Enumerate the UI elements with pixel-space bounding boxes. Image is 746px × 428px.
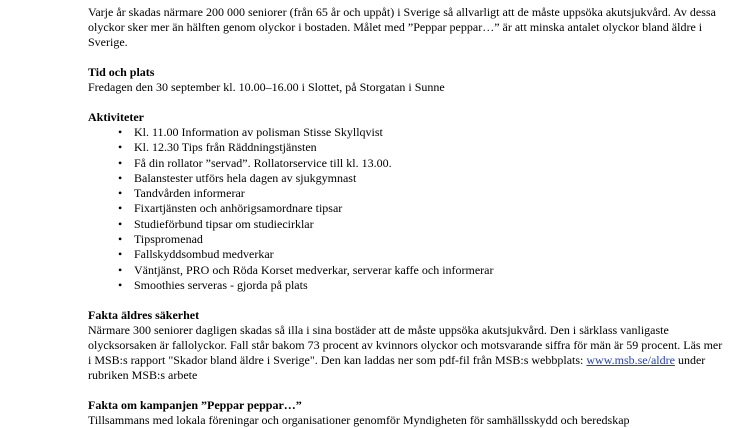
facts-safety-text-end: under rubriken MSB:s arbete (88, 353, 706, 383)
list-item (88, 201, 728, 216)
list-item-text: Kl. 11.00 Information av polisman Stisse Skyllqvist (134, 125, 383, 139)
activities-list (88, 125, 728, 293)
list-item (88, 140, 728, 155)
bullet-icon: • (118, 140, 123, 155)
facts-safety-heading: Fakta äldres säkerhet (88, 308, 200, 323)
time-place-section (88, 65, 728, 95)
bullet-icon: • (118, 186, 123, 201)
list-item (88, 125, 728, 140)
facts-campaign-text: Tillsammans med lokala föreningar och organisationer genomför Myndigheten för samhällsskydd och beredskap (88, 413, 630, 428)
bullet-icon: • (118, 232, 123, 247)
bullet-icon: • (118, 247, 123, 262)
facts-safety-text (88, 323, 728, 383)
list-item-text: Fallskyddsombud medverkar (134, 247, 274, 262)
bullet-icon: • (118, 125, 123, 139)
time-place-text: Fredagen den 30 september kl. 10.00–16.00 i Slottet, på Storgatan i Sunne (88, 80, 445, 94)
list-item (88, 263, 728, 278)
facts-campaign-section (88, 398, 728, 428)
list-item-text: Studieförbund tipsar om studiecirklar (134, 216, 314, 231)
facts-safety-section (88, 308, 728, 383)
list-item (88, 186, 728, 201)
list-item-text: Balanstester utförs hela dagen av sjukgymnast (134, 170, 357, 185)
list-item (88, 217, 728, 232)
bullet-icon: • (118, 277, 123, 292)
bullet-icon: • (118, 216, 123, 231)
bullet-icon: • (118, 262, 123, 277)
activities-heading: Aktiviteter (88, 110, 144, 124)
activities-section (88, 110, 728, 293)
time-place-heading: Tid och plats (88, 65, 155, 79)
bullet-icon: • (118, 155, 123, 170)
list-item (88, 278, 728, 293)
bullet-icon: • (118, 170, 123, 185)
document-page (88, 0, 728, 428)
msb-aldre-link[interactable]: www.msb.se/aldre (586, 353, 675, 368)
list-item-text: Tandvården informerar (134, 186, 245, 201)
intro-paragraph: Varje år skadas närmare 200 000 seniorer (från 65 år och uppåt) i Sverige så allvarligt att de måste uppsöka akutsjukvård. Av dessa olyckor sker mer än hälften genom olyckor i bostaden. Målet med ”Peppar peppar…” är att minska antalet olyckor bland äldre i Sverige. (88, 5, 716, 49)
facts-campaign-heading: Fakta om kampanjen ”Peppar peppar…” (88, 398, 302, 413)
list-item-text: Fixartjänsten och anhörigsamordnare tipsar (134, 201, 343, 216)
facts-safety-text-start: Närmare 300 seniorer dagligen skadas så illa i sina bostäder att de måste uppsöka akutsjukvård. Den i särklass vanligaste olycksorsaken är fallolyckor. Fall står bakom 73 procent av kvinnors olyckor och motsvarande siffra för män är 59 procent. Läs mer i MSB:s rapport "Skador bland äldre i Sverige". Den kan laddas ner som pdf-fil från MSB:s webbplats: (88, 323, 723, 368)
list-item-text: Smoothies serveras - gjorda på plats (134, 277, 308, 292)
list-item-text: Tipspromenad (134, 232, 203, 247)
list-item (88, 232, 728, 247)
list-item-text: Få din rollator ”servad”. Rollatorservice till kl. 13.00. (134, 155, 392, 170)
list-item (88, 171, 728, 186)
list-item-text: Kl. 12.30 Tips från Räddningstjänsten (134, 140, 317, 155)
list-item (88, 156, 728, 171)
list-item-text: Väntjänst, PRO och Röda Korset medverkar, serverar kaffe och informerar (134, 262, 494, 277)
bullet-icon: • (118, 201, 123, 216)
list-item (88, 247, 728, 262)
